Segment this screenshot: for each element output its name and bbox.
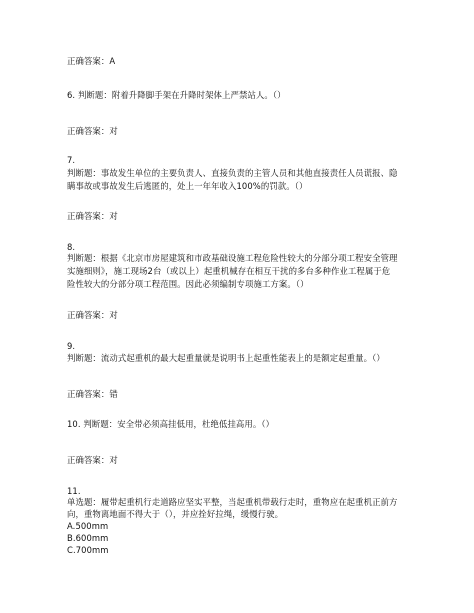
question-11-number: 11. bbox=[67, 486, 81, 496]
question-11-option-a: A.500mm bbox=[67, 521, 109, 531]
answer-q8: 正确答案：对 bbox=[67, 310, 118, 320]
question-9-number: 9. bbox=[67, 341, 76, 351]
question-9-line-1: 判断题：流动式起重机的最大起重量就是说明书上起重性能表上的是额定起重量。（） bbox=[67, 353, 385, 363]
question-8-line-1: 判断题：根据《北京市房屋建筑和市政基础设施工程危险性较大的分部分项工程安全管理 bbox=[67, 253, 398, 263]
question-11-option-b: B.600mm bbox=[67, 533, 109, 543]
answer-q7: 正确答案：对 bbox=[67, 211, 118, 221]
question-11-line-1: 单选题：履带起重机行走道路应坚实平整，当起重机带载行走时，重物应在起重机正前方 bbox=[67, 497, 398, 507]
question-7-number: 7. bbox=[67, 155, 76, 165]
question-8-line-3: 险性较大的分部分项工程范围。因此必须编制专项施工方案。（） bbox=[67, 279, 309, 289]
answer-q10: 正确答案：对 bbox=[67, 455, 118, 465]
answer-q9: 正确答案：错 bbox=[67, 389, 118, 399]
question-11-line-2: 向，重物离地面不得大于（），并应拴好拉绳，缓慢行驶。 bbox=[67, 509, 284, 519]
question-11-option-c: C.700mm bbox=[67, 545, 109, 555]
question-7-line-1: 判断题：事故发生单位的主要负责人、直接负责的主管人员和其他直接责任人员谎报、隐 bbox=[67, 168, 398, 178]
question-6: 6. 判断题：附着升降脚手架在升降时架体上严禁站人。（） bbox=[67, 90, 286, 100]
question-7-line-2: 瞒事故或事故发生后逃匿的，处上一年年收入100%的罚款。（） bbox=[67, 181, 308, 191]
question-8-number: 8. bbox=[67, 242, 76, 252]
question-10: 10. 判断题：安全带必须高挂低用，杜绝低挂高用。（） bbox=[67, 419, 275, 429]
answer-q5: 正确答案：A bbox=[67, 56, 116, 66]
answer-q6: 正确答案：对 bbox=[67, 126, 118, 136]
question-8-line-2: 实施细则》，施工现场2台（或以上）起重机械存在相互干扰的多台多种作业工程属于危 bbox=[67, 266, 391, 276]
